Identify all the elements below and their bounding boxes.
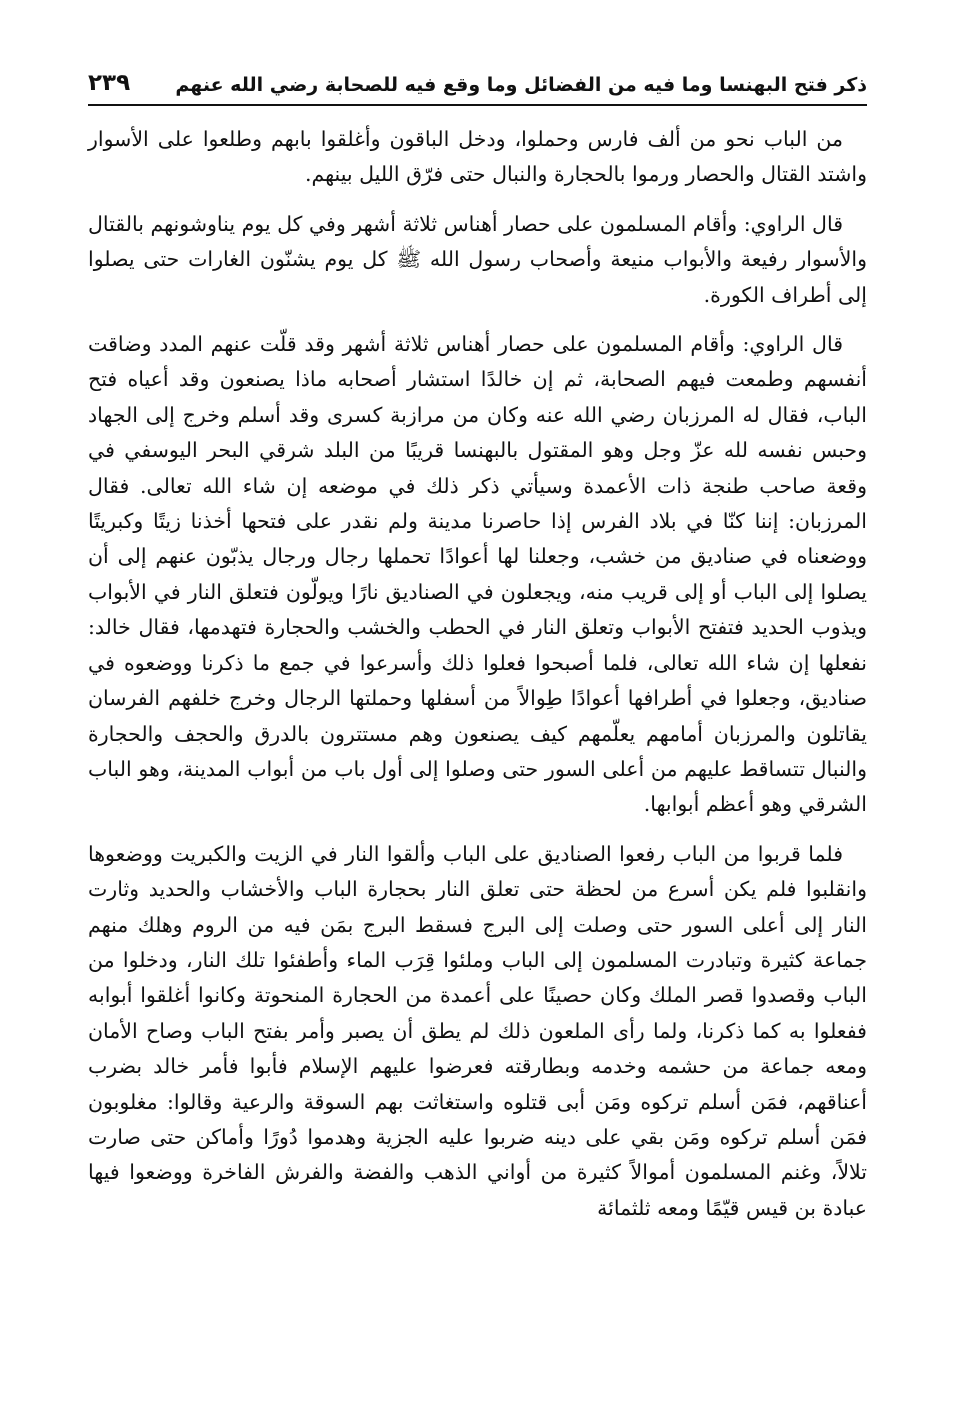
page-header <box>88 62 867 106</box>
page-body <box>88 122 867 1240</box>
running-title: ذكر فتح البهنسا وما فيه من الفضائل وما وقع فيه للصحابة رضي الله عنهم <box>175 74 867 96</box>
paragraph: قال الراوي: وأقام المسلمون على حصار أهناس ثلاثة أشهر وقد قلّت عنهم المدد وضاقت أنفسهم وطمعت فيهم الصحابة، ثم إن خالدًا استشار أصحابه ماذا يصنعون وقد أعياه فتح الباب، فقال له المرزبان رضي الله عنه وكان من مرازبة كسرى وقد أسلم وخرج إلى الجهاد وحبس نفسه لله عزّ وجل وهو المقتول بالبهنسا قريبًا من البلد شرقي البحر اليوسفي في وقعة صاحب طنجة ذات الأعمدة وسيأتي ذكر ذلك في موضعه إن شاء الله تعالى. فقال المرزبان: إننا كنّا في بلاد الفرس إذا حاصرنا مدينة ولم نقدر على فتحها أخذنا زيتًا وكبريتًا ووضعناه في صناديق من خشب، وجعلنا لها أعوادًا تحملها رجال ورجال يذبّون عنهم إلى أن يصلوا إلى الباب أو إلى قريب منه، ويجعلون في الصناديق نارًا ويولّون فتعلق النار في الأبواب ويذوب الحديد فتفتح الأبواب وتعلق النار في الحطب والخشب والحجارة فتهدمها، فقال خالد: نفعلها إن شاء الله تعالى، فلما أصبحوا فعلوا ذلك وأسرعوا في جمع ما ذكرنا ووضعوه في صناديق، وجعلوا في أطرافها أعوادًا طِوالاً من أسفلها وحملتها الرجال وخرج خلفهم الفرسان يقاتلون والمرزبان أمامهم يعلّمهم كيف يصنعون وهم مستترون بالدرق والحجف والحجارة والنبال تتساقط عليهم من أعلى السور حتى وصلوا إلى أول باب من أبواب المدينة، وهو الباب الشرقي وهو أعظم أبوابها. <box>88 332 867 817</box>
paragraph: من الباب نحو من ألف فارس وحملوا، ودخل الباقون وأغلقوا بابهم وطلعوا على الأسوار واشتد القتال والحصار ورموا بالحجارة والنبال حتى فرّق الليل بينهم. <box>88 127 867 187</box>
paragraph: قال الراوي: وأقام المسلمون على حصار أهناس ثلاثة أشهر وفي كل يوم يناوشونهم بالقتال والأسوار رفيعة والأبواب منيعة وأصحاب رسول الله ﷺ كل يوم يشنّون الغارات حتى يصلوا إلى أطراف الكورة. <box>88 211 867 307</box>
page-number: ٢٣٩ <box>88 70 131 96</box>
paragraph: فلما قربوا من الباب رفعوا الصناديق على الباب وألقوا النار في الزيت والكبريت ووضعوها وانقلبوا فلم يكن أسرع من لحظة حتى تعلق النار بحجارة الباب والأخشاب والحديد وثارت النار إلى أعلى السور حتى وصلت إلى البرج فسقط البرج بمَن فيه من الروم وهلك منهم جماعة كثيرة وتبادرت المسلمون إلى الباب وملئوا قِرَب الماء وأطفئوا تلك النار، ودخلوا من الباب وقصدوا قصر الملك وكان حصينًا على أعمدة من الحجارة المنحوتة وكانوا أغلقوا أبوابه ففعلوا به كما ذكرنا، ولما رأى الملعون ذلك لم يطق أن يصبر وأمر بفتح الباب وصاح الأمان ومعه جماعة من حشمه وخدمه وبطارقته فعرضوا عليهم الإسلام فأبوا فأمر خالد بضرب أعناقهم، فمَن أسلم تركوه ومَن أبى قتلوه واستغاثت بهم السوقة والرعية وقالوا: مغلوبون فمَن أسلم تركوه ومَن بقي على دينه ضربوا عليه الجزية وهدموا دُورًا وأماكن حتى صارت تلالاً، وغنم المسلمون أموالاً كثيرة من أواني الذهب والفضة والفرش الفاخرة ووضعوا فيها عبادة بن قيس قيّمًا ومعه ثلثمائة <box>88 841 867 1220</box>
